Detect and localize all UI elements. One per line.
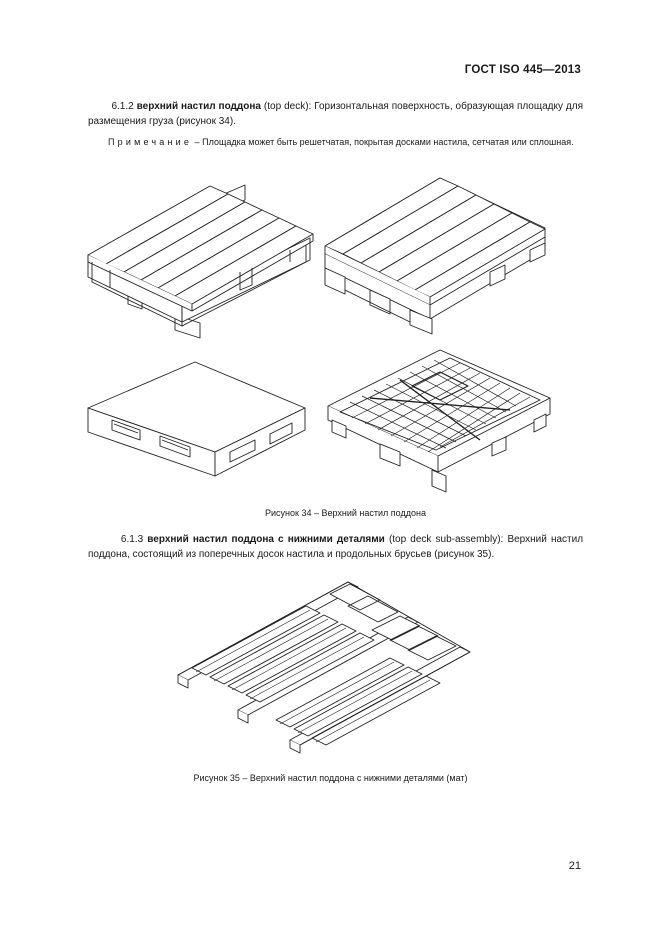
term: верхний настил поддона с нижними деталями — [147, 534, 385, 545]
figure-34-caption: Рисунок 34 – Верхний настил поддона — [265, 508, 426, 518]
term: верхний настил поддона — [136, 101, 261, 112]
definition: Верхний настил поддона, состоящий из поперечных досок настила и продольных брусьев (рисунок 35). — [88, 534, 584, 560]
term-english: (top deck): — [263, 101, 312, 112]
document-header: ГОСТ ISO 445—2013 — [464, 64, 581, 76]
note-text: – Площадка может быть решетчатая, покрытая досками настила, сетчатая или сплошная. — [194, 137, 574, 147]
section-6-1-3 — [88, 532, 583, 562]
term-english: (top deck sub-assembly): — [388, 534, 504, 545]
plastic-grid-pallet-illustration — [328, 350, 550, 492]
section-number: 6.1.2 — [111, 101, 134, 112]
page-number: 21 — [568, 860, 581, 872]
wood-pallet-2-way-illustration — [88, 185, 313, 338]
definition: Горизонтальная поверхность, образующая площадку для размещения груза (рисунок 34). — [88, 101, 584, 127]
note-label: Примечание — [108, 137, 193, 147]
solid-deck-pallet-illustration — [88, 362, 305, 476]
top-deck-sub-assembly-illustration — [178, 582, 470, 753]
section-number: 6.1.3 — [120, 534, 144, 545]
wood-pallet-4-way-illustration — [325, 178, 545, 334]
figure-35-caption: Рисунок 35 – Верхний настил поддона с нижними деталями (мат) — [193, 773, 468, 783]
